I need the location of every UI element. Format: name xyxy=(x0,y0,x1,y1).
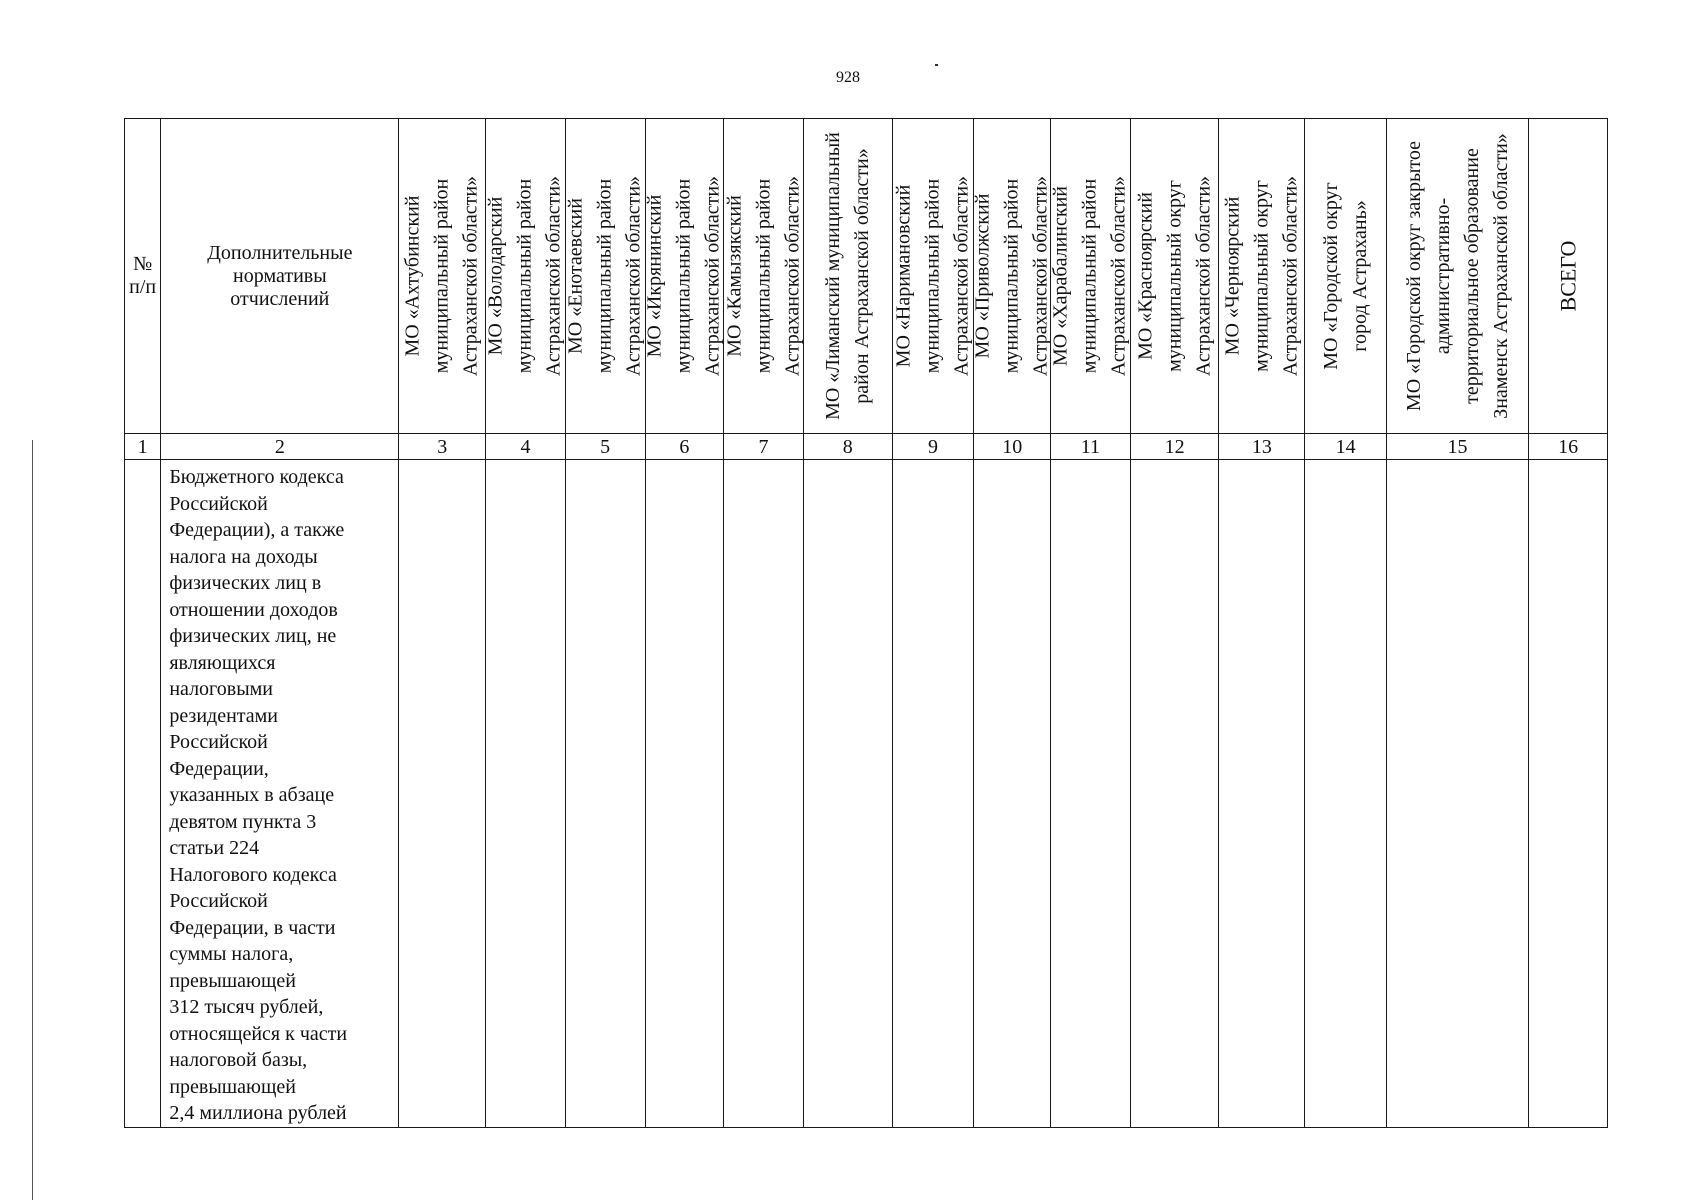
value-cell xyxy=(486,460,566,1128)
value-cell xyxy=(565,460,645,1128)
value-cell xyxy=(399,460,486,1128)
value-cell xyxy=(1130,460,1219,1128)
header-cell-ikryaninsky: МО «Икрянинский муниципальный район Астраханской области» xyxy=(645,119,724,434)
header-cell-total: ВСЕГО xyxy=(1529,119,1608,434)
value-cell xyxy=(645,460,724,1128)
value-cell xyxy=(1386,460,1528,1128)
column-number: 2 xyxy=(161,434,399,460)
column-number: 9 xyxy=(892,434,974,460)
column-number: 15 xyxy=(1386,434,1528,460)
header-cell-astrakhan: МО «Городской округ город Астрахань» xyxy=(1305,119,1387,434)
header-cell-znamensk: МО «Городской округ закрытое административно-территориальное образование Знаменск Астраханской области» xyxy=(1386,119,1528,434)
header-cell-normatives: Дополнительные нормативы отчислений xyxy=(161,119,399,434)
page-number: 928 xyxy=(836,69,860,86)
column-number: 12 xyxy=(1130,434,1219,460)
column-number: 6 xyxy=(645,434,724,460)
row-number-cell xyxy=(125,460,161,1128)
column-number: 11 xyxy=(1051,434,1131,460)
header-cell-enotaevsky: МО «Енотаевский муниципальный район Астраханской области» xyxy=(565,119,645,434)
value-cell xyxy=(892,460,974,1128)
header-cell-volodarsky: МО «Володарский муниципальный район Астраханской области» xyxy=(486,119,566,434)
column-number: 16 xyxy=(1529,434,1608,460)
column-number: 5 xyxy=(565,434,645,460)
allocation-table xyxy=(124,118,1608,1128)
header-cell-number: № п/п xyxy=(125,119,161,434)
scan-edge-line xyxy=(32,440,33,1200)
value-cell xyxy=(803,460,892,1128)
header-cell-narimanovsky: МО «Наримановский муниципальный район Астраханской области» xyxy=(892,119,974,434)
column-number: 3 xyxy=(399,434,486,460)
value-cell xyxy=(1051,460,1131,1128)
header-cell-chernoyarsky: МО «Черноярский муниципальный округ Астраханской области» xyxy=(1219,119,1305,434)
column-number-row xyxy=(125,434,1608,460)
column-number: 13 xyxy=(1219,434,1305,460)
column-number: 10 xyxy=(974,434,1051,460)
header-cell-kharabalinsky: МО «Харабалинский муниципальный район Астраханской области» xyxy=(1051,119,1131,434)
value-cell xyxy=(724,460,804,1128)
header-cell-akhtubinsky: МО «Ахтубинский муниципальный район Астраханской области» xyxy=(399,119,486,434)
normative-description-cell: Бюджетного кодекса Российской Федерации), а также налога на доходы физических лиц в отношении доходов физических лиц, не являющихся налоговыми резидентами Российской Федерации, указанных в абзаце девятом пункта 3 статьи 224 Налогового кодекса Российской Федерации, в части суммы налога, превышающей 312 тысяч рублей, относящейся к части налоговой базы, превышающей 2,4 миллиона рублей xyxy=(161,460,399,1128)
value-cell xyxy=(974,460,1051,1128)
column-number: 14 xyxy=(1305,434,1387,460)
value-cell xyxy=(1305,460,1387,1128)
header-cell-krasnoyarsky: МО «Красноярский муниципальный округ Астраханской области» xyxy=(1130,119,1219,434)
header-row xyxy=(125,119,1608,434)
column-number: 4 xyxy=(486,434,566,460)
table-row xyxy=(125,460,1608,1128)
column-number: 8 xyxy=(803,434,892,460)
scan-dot xyxy=(935,64,938,66)
header-cell-kamyzyaksky: МО «Камызякский муниципальный район Астраханской области» xyxy=(724,119,804,434)
header-cell-limansky: МО «Лиманский муниципальный район Астраханской области» xyxy=(803,119,892,434)
header-cell-privolzhsky: МО «Приволжский муниципальный район Астраханской области» xyxy=(974,119,1051,434)
column-number: 1 xyxy=(125,434,161,460)
value-cell xyxy=(1529,460,1608,1128)
column-number: 7 xyxy=(724,434,804,460)
value-cell xyxy=(1219,460,1305,1128)
